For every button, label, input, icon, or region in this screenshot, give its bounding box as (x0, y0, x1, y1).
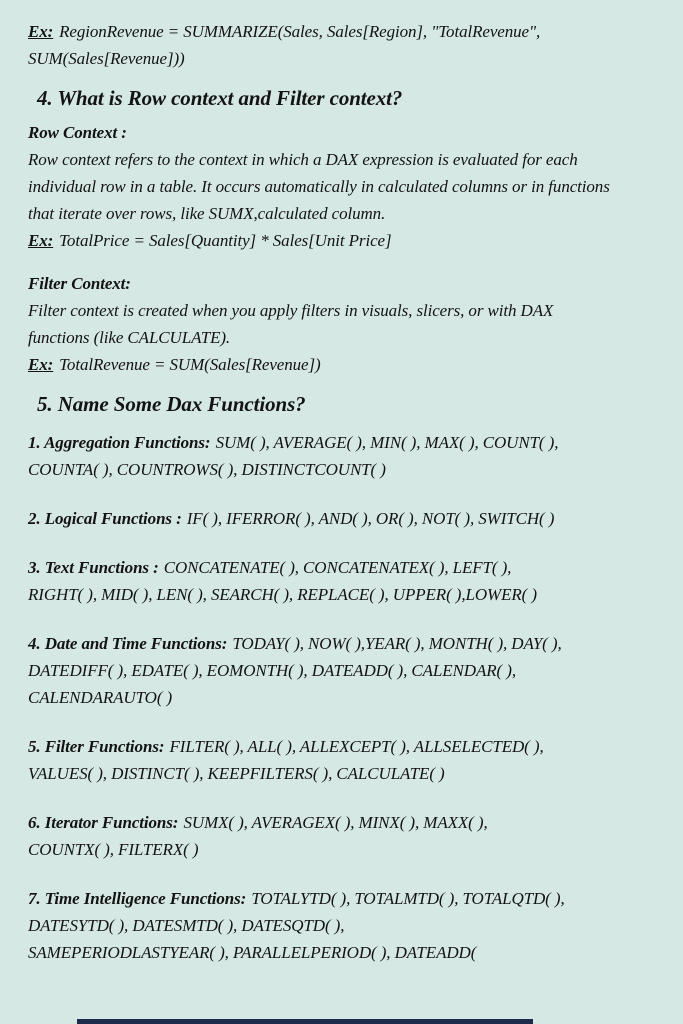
function-category-filter (28, 733, 663, 787)
category-functions: TODAY( ), NOW( ),YEAR( ), MONTH( ), DAY( ), DATEDIFF( ), EDATE( ), EOMONTH( ), DATEADD( ), CALENDAR( ), CALENDARAUTO( ) (28, 634, 562, 707)
category-label: 1. Aggregation Functions: (28, 433, 211, 452)
category-label: 5. Filter Functions: (28, 737, 165, 756)
filter-context-example-line (28, 351, 663, 378)
category-functions: SUMX( ), AVERAGEX( ), MINX( ), MAXX( ), COUNTX( ), FILTERX( ) (28, 813, 488, 859)
category-label: 3. Text Functions : (28, 558, 159, 577)
example-label: Ex: (28, 355, 54, 374)
category-functions: CONCATENATE( ), CONCATENATEX( ), LEFT( ), RIGHT( ), MID( ), LEN( ), SEARCH( ), REPLACE( ), UPPER( ),LOWER( ) (28, 558, 537, 604)
function-category-logical (28, 505, 663, 532)
category-label: 2. Logical Functions : (28, 509, 182, 528)
intro-example-line (28, 18, 663, 72)
function-category-aggregation (28, 429, 663, 483)
next-page-edge-bar (77, 1019, 533, 1024)
category-functions: FILTER( ), ALL( ), ALLEXCEPT( ), ALLSELECTED( ), VALUES( ), DISTINCT( ), KEEPFILTERS( ), CALCULATE( ) (28, 737, 544, 783)
function-category-iterator (28, 809, 663, 863)
function-category-date-time (28, 630, 663, 711)
category-functions: IF( ), IFERROR( ), AND( ), OR( ), NOT( ), SWITCH( ) (186, 509, 555, 528)
function-category-text (28, 554, 663, 608)
example-label: Ex: (28, 22, 54, 41)
filter-context-body: Filter context is created when you apply filters in visuals, slicers, or with DAX functions (like CALCULATE). (28, 301, 554, 347)
row-context-title: Row Context : (28, 123, 127, 142)
category-functions: SUM( ), AVERAGE( ), MIN( ), MAX( ), COUNT( ), COUNTA( ), COUNTROWS( ), DISTINCTCOUNT( ) (28, 433, 559, 479)
example-label: Ex: (28, 231, 54, 250)
category-label: 7. Time Intelligence Functions: (28, 889, 247, 908)
category-functions: TOTALYTD( ), TOTALMTD( ), TOTALQTD( ), DATESYTD( ), DATESMTD( ), DATESQTD( ), SAMEPERIODLASTYEAR( ), PARALLELPERIOD( ), DATEADD( (28, 889, 565, 962)
function-category-time-intelligence (28, 885, 663, 966)
example-code: RegionRevenue = SUMMARIZE(Sales, Sales[Region], "TotalRevenue", SUM(Sales[Revenue])) (28, 22, 541, 68)
filter-context-title: Filter Context: (28, 274, 131, 293)
category-label: 4. Date and Time Functions: (28, 634, 228, 653)
question-5-heading: 5. Name Some Dax Functions? (37, 392, 306, 416)
example-code: TotalPrice = Sales[Quantity] * Sales[Unit Price] (59, 231, 392, 250)
row-context-example-line (28, 227, 663, 254)
category-label: 6. Iterator Functions: (28, 813, 179, 832)
row-context-body: Row context refers to the context in which a DAX expression is evaluated for each individual row in a table. It occurs automatically in calculated columns or in functions that iterate over rows, like SUMX,calculated column. (28, 150, 610, 223)
example-code: TotalRevenue = SUM(Sales[Revenue]) (59, 355, 321, 374)
question-4-heading: 4. What is Row context and Filter context? (37, 86, 403, 110)
